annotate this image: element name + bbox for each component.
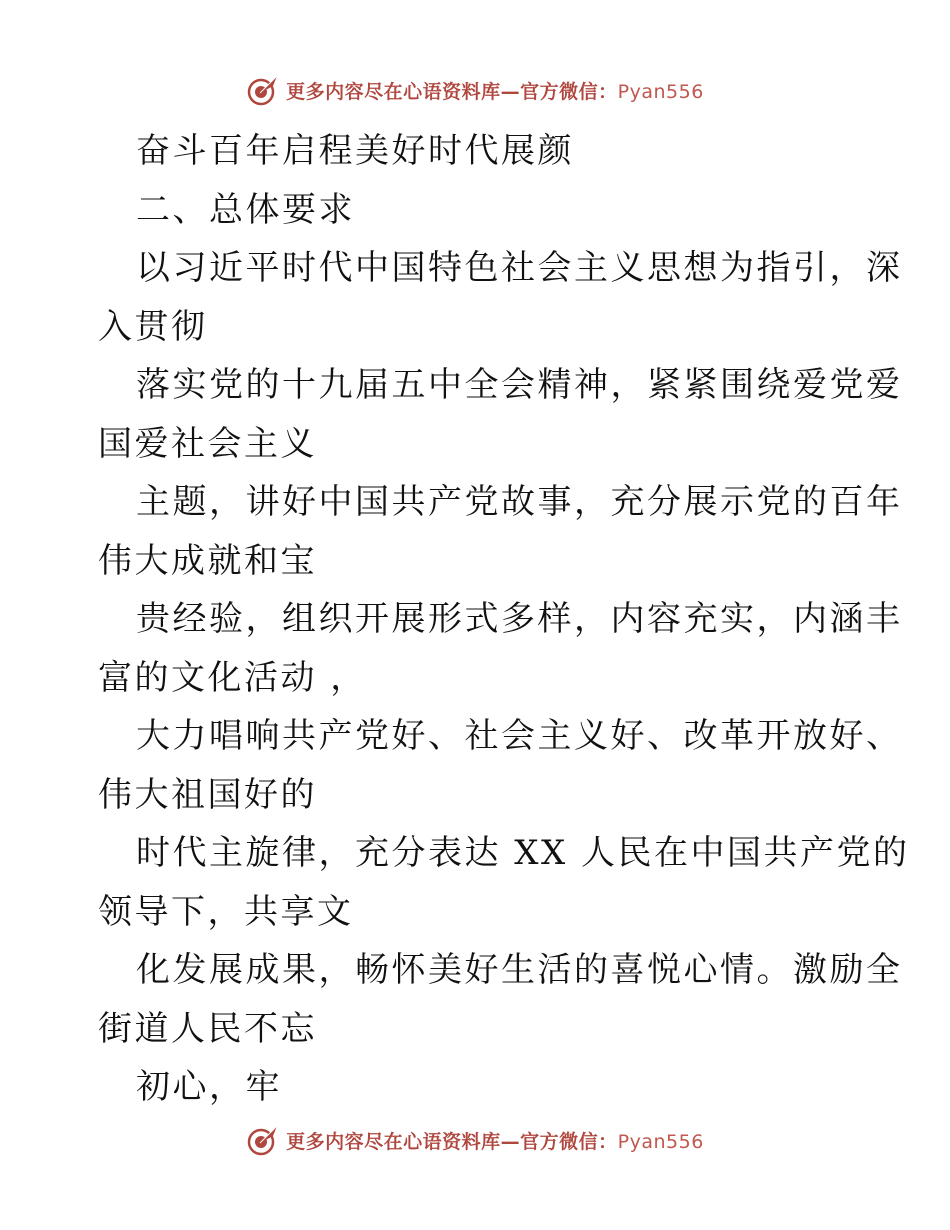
text-line: 初心，牢 bbox=[136, 1067, 282, 1107]
text-line: 入贯彻 bbox=[98, 306, 208, 347]
banner-slogan: 更多内容尽在心语资料库—官方微信： bbox=[286, 1130, 618, 1153]
document-body bbox=[98, 122, 910, 1117]
quill-logo-icon bbox=[246, 73, 280, 107]
text-line: 贵经验，组织开展形式多样，内容充实，内涵丰 bbox=[136, 599, 903, 639]
text-line: 主题，讲好中国共产党故事，充分展示党的百年 bbox=[136, 482, 903, 522]
quill-logo-icon bbox=[246, 1123, 280, 1157]
banner-slogan: 更多内容尽在心语资料库—官方微信： bbox=[286, 80, 618, 103]
text-line: 二、总体要求 bbox=[136, 189, 355, 230]
banner-text bbox=[286, 1127, 704, 1154]
text-line: 化发展成果，畅怀美好生活的喜悦心情。激励全 bbox=[136, 950, 903, 990]
text-line: 富的文化活动 ， bbox=[98, 657, 367, 698]
text-line: 伟大成就和宝 bbox=[98, 540, 317, 581]
text-line: 时代主旋律，充分表达 XX 人民在中国共产党的 bbox=[136, 833, 910, 873]
text-line: 奋斗百年启程美好时代展颜 bbox=[136, 131, 574, 171]
text-line: 领导下，共享文 bbox=[98, 891, 354, 932]
wechat-id: Pyan556 bbox=[617, 1130, 704, 1153]
wechat-id: Pyan556 bbox=[617, 80, 704, 103]
banner-text bbox=[286, 77, 704, 104]
text-line: 国爱社会主义 bbox=[98, 423, 317, 464]
text-line: 落实党的十九届五中全会精神，紧紧围绕爱党爱 bbox=[136, 365, 903, 405]
text-line: 以习近平时代中国特色社会主义思想为指引，深 bbox=[136, 248, 903, 288]
text-line: 街道人民不忘 bbox=[98, 1008, 317, 1049]
text-line: 伟大祖国好的 bbox=[98, 774, 317, 815]
header-banner bbox=[0, 70, 950, 110]
text-line: 大力唱响共产党好、社会主义好、改革开放好、 bbox=[136, 716, 903, 756]
footer-banner bbox=[0, 1120, 950, 1160]
